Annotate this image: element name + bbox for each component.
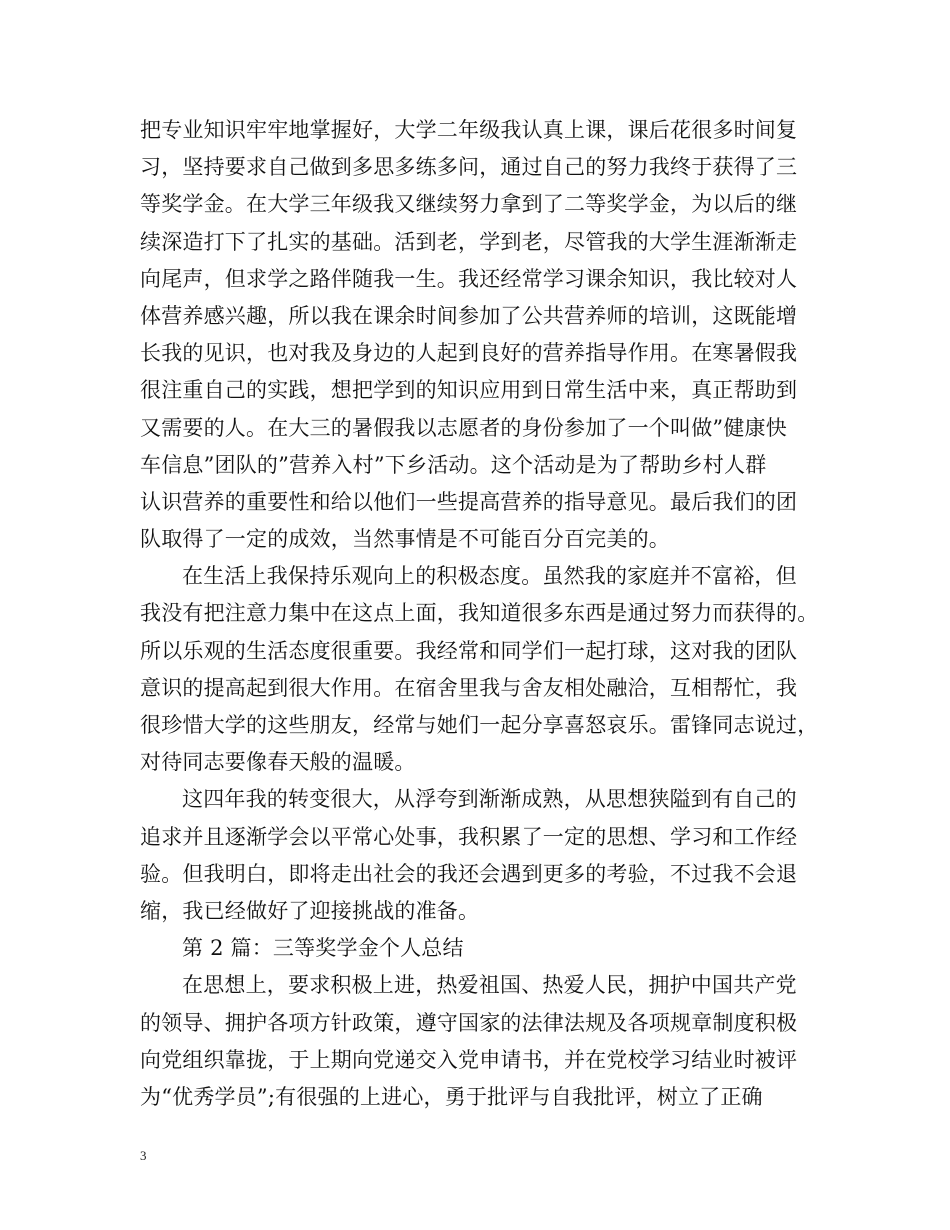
text-line: 追求并且逐渐学会以平常心处事，我积累了一定的思想、学习和工作经 bbox=[140, 824, 798, 849]
page-number: 3 bbox=[140, 1148, 147, 1163]
paragraph-start-line: 这四年我的转变很大，从浮夸到渐渐成熟，从思想狭隘到有自己的 bbox=[182, 787, 797, 812]
text-line: 向尾声，但求学之路伴随我一生。我还经常学习课余知识，我比较对人 bbox=[140, 266, 798, 291]
text-line: 对待同志要像春天般的温暖。 bbox=[140, 750, 416, 775]
text-line: 所以乐观的生活态度很重要。我经常和同学们一起打球，这对我的团队 bbox=[140, 638, 798, 663]
text-line: 习，坚持要求自己做到多思多练多问，通过自己的努力我终于获得了三 bbox=[140, 155, 798, 180]
text-line: 体营养感兴趣，所以我在课余时间参加了公共营养师的培训，这既能增 bbox=[140, 303, 798, 328]
text-line: 续深造打下了扎实的基础。活到老，学到老，尽管我的大学生涯渐渐走 bbox=[140, 229, 798, 254]
text-line: 又需要的人。在大三的暑假我以志愿者的身份参加了一个叫做”健康快 bbox=[140, 415, 787, 440]
section-heading: 第 2 篇：三等奖学金个人总结 bbox=[182, 936, 464, 961]
text-line: 车信息”团队的”营养入村”下乡活动。这个活动是为了帮助乡村人群 bbox=[140, 452, 767, 477]
text-line: 很珍惜大学的这些朋友，经常与她们一起分享喜怒哀乐。雷锋同志说过， bbox=[140, 713, 819, 737]
text-line: 很注重自己的实践，想把学到的知识应用到日常生活中来，真正帮助到 bbox=[140, 378, 798, 403]
text-line: 认识营养的重要性和给以他们一些提高营养的指导意见。最后我们的团 bbox=[140, 489, 798, 514]
text-line: 把专业知识牢牢地掌握好，大学二年级我认真上课，课后花很多时间复 bbox=[140, 118, 798, 142]
paragraph-start-line: 在生活上我保持乐观向上的积极态度。虽然我的家庭并不富裕，但 bbox=[182, 564, 797, 589]
text-line: 验。但我明白，即将走出社会的我还会遇到更多的考验，不过我不会退 bbox=[140, 861, 798, 886]
text-line: 长我的见识，也对我及身边的人起到良好的营养指导作用。在寒暑假我 bbox=[140, 341, 798, 366]
text-line: 我没有把注意力集中在这点上面，我知道很多东西是通过努力而获得的。 bbox=[140, 601, 819, 626]
text-line: 向党组织靠拢，于上期向党递交入党申请书，并在党校学习结业时被评 bbox=[140, 1047, 798, 1072]
paragraph-start-line: 在思想上，要求积极上进，热爱祖国、热爱人民，拥护中国共产党 bbox=[182, 973, 797, 998]
document-body bbox=[140, 112, 828, 1116]
text-line: 缩，我已经做好了迎接挑战的准备。 bbox=[140, 898, 480, 923]
text-line: 为“优秀学员”;有很强的上进心，勇于批评与自我批评，树立了正确 bbox=[140, 1084, 763, 1109]
text-line: 队取得了一定的成效，当然事情是不可能百分百完美的。 bbox=[140, 527, 670, 552]
text-line: 等奖学金。在大学三年级我又继续努力拿到了二等奖学金，为以后的继 bbox=[140, 192, 798, 217]
text-line: 的领导、拥护各项方针政策，遵守国家的法律法规及各项规章制度积极 bbox=[140, 1010, 798, 1035]
text-line: 意识的提高起到很大作用。在宿舍里我与舍友相处融洽，互相帮忙，我 bbox=[140, 675, 798, 700]
